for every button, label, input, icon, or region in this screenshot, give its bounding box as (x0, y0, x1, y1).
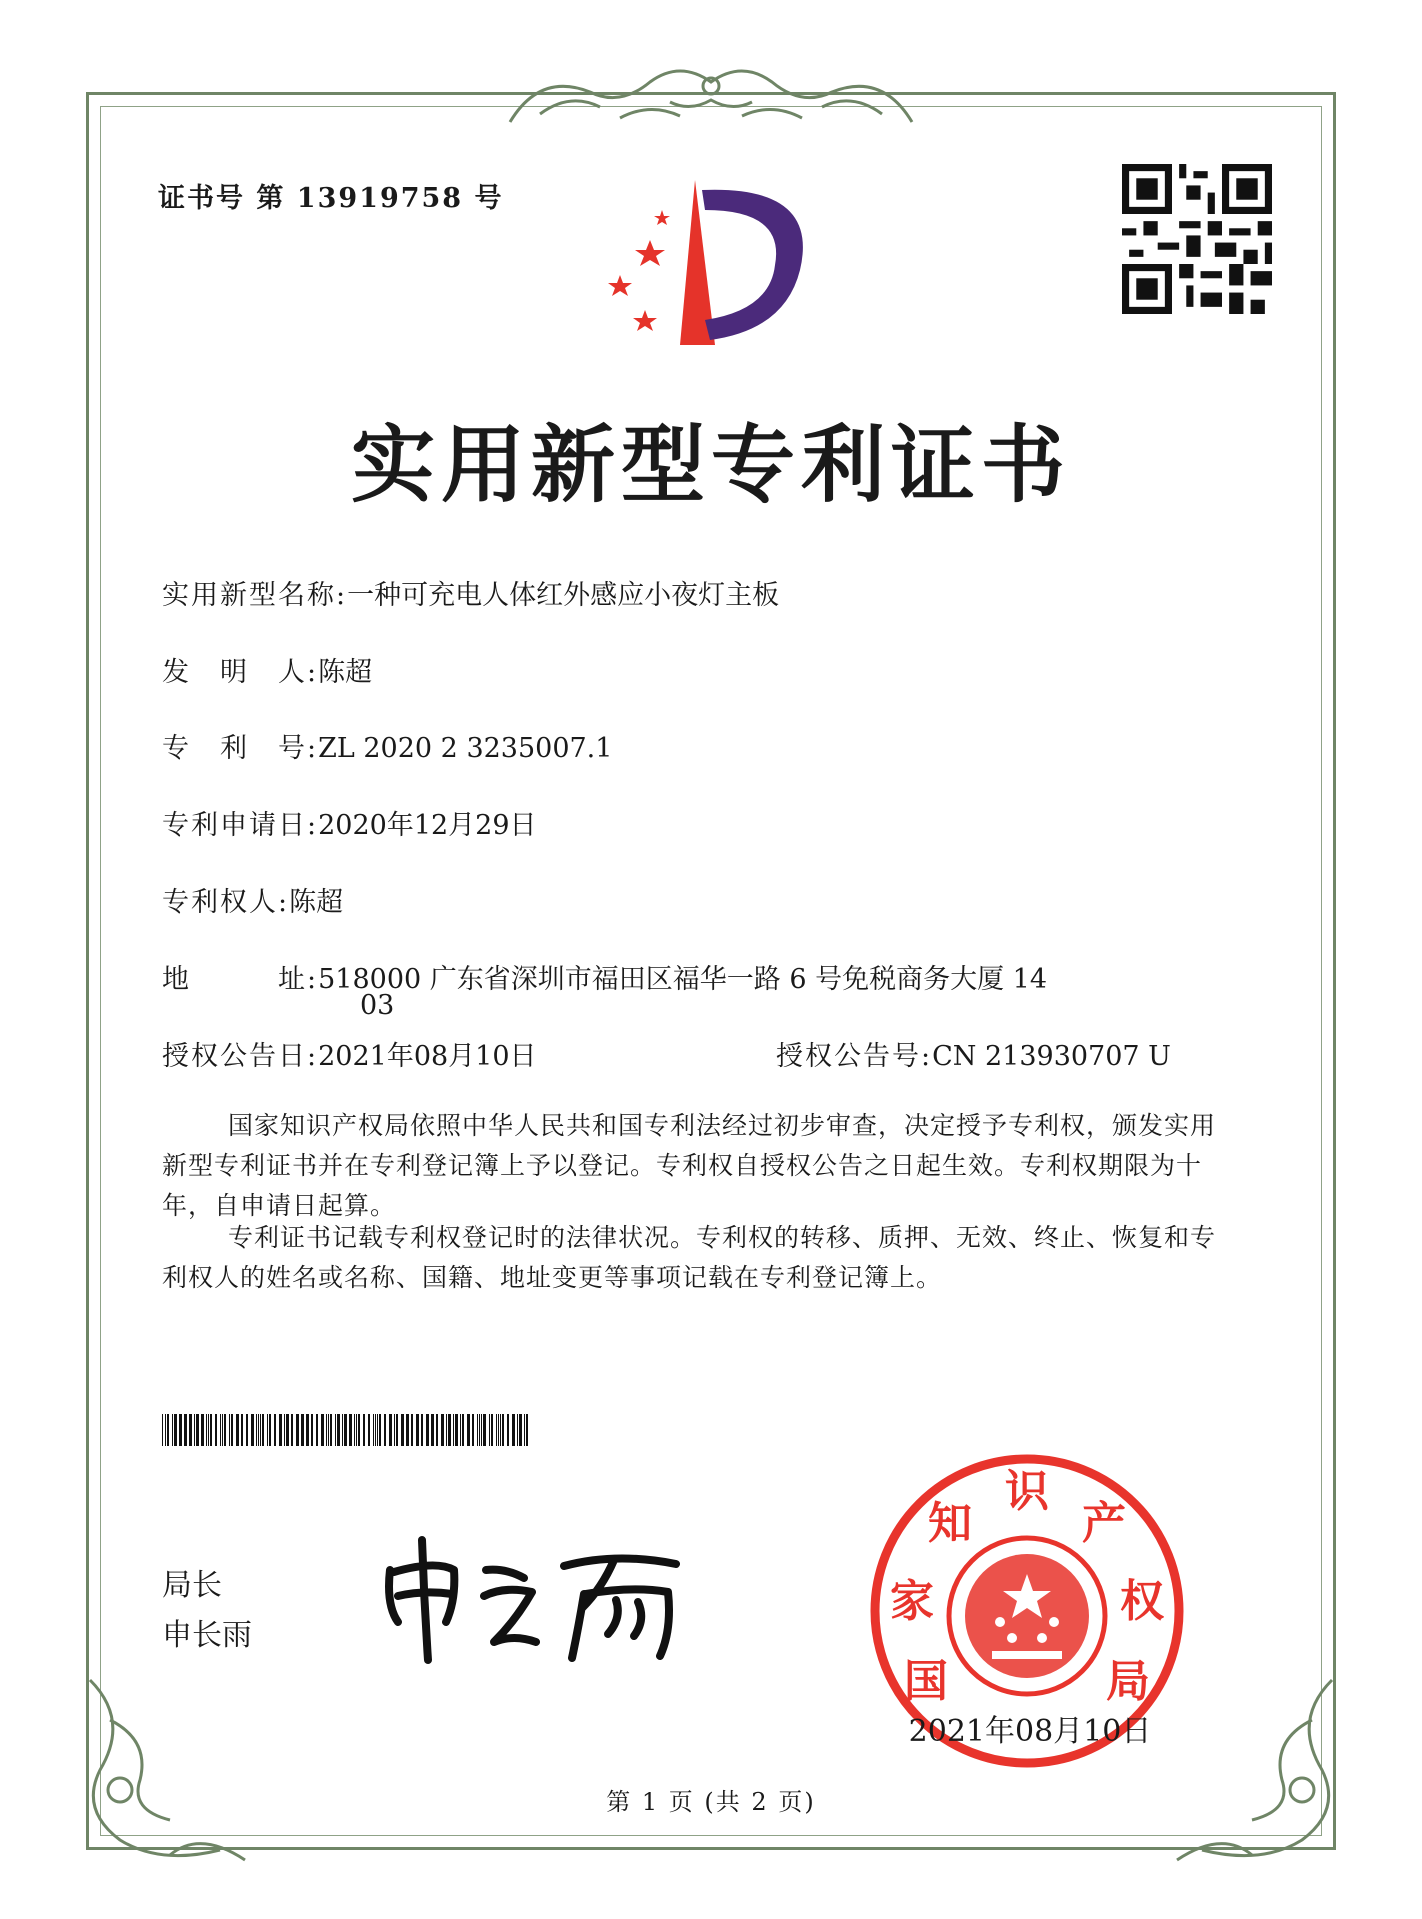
handwritten-signature-icon (376, 1530, 696, 1670)
signer-name: 申长雨 (162, 1618, 252, 1653)
certificate-number (158, 176, 504, 215)
field-value: CN 213930707 U (932, 1041, 1171, 1072)
certificate-title: 实用新型专利证书 (350, 415, 1071, 514)
seal-date: 2021年08月10日 (908, 1714, 1152, 1749)
field-grant-date (162, 1034, 537, 1073)
field-value: 一种可充电人体红外感应小夜灯主板 (347, 580, 780, 611)
paragraph-line: 年，自申请日起算。 (162, 1191, 397, 1220)
field-value: 2021年08月10日 (318, 1041, 537, 1072)
bottom-left-ornament-icon (70, 1660, 270, 1880)
top-ornament-icon (500, 52, 922, 132)
field-label: 授权公告号: (776, 1041, 933, 1072)
svg-text:产: 产 (1082, 1498, 1126, 1549)
paragraph-line: 国家知识产权局依照中华人民共和国专利法经过初步审查，决定授予专利权，颁发实用 (228, 1111, 1217, 1140)
svg-text:家: 家 (890, 1576, 934, 1627)
barcode-icon (162, 1414, 532, 1446)
svg-text:识: 识 (1005, 1466, 1049, 1517)
field-label: 实用新型名称: (162, 580, 348, 611)
certificate-number-value: 第 13919758 号 (256, 183, 504, 214)
field-inventor (162, 650, 372, 689)
qr-code-icon (1122, 164, 1272, 314)
cnipa-logo-icon (590, 170, 820, 360)
field-label: 发 明 人: (162, 657, 319, 688)
field-value: 518000 广东省深圳市福田区福华一路 6 号免税商务大厦 14 (318, 964, 1048, 995)
field-value: 陈超 (318, 657, 373, 688)
svg-text:国: 国 (904, 1656, 948, 1707)
field-patentee (162, 880, 343, 919)
field-application-date (162, 803, 537, 842)
page-indicator: 第 1 页 (共 2 页) (606, 1788, 816, 1816)
field-label: 授权公告日: (162, 1041, 319, 1072)
field-label: 地 址: (162, 964, 319, 995)
svg-text:局: 局 (1106, 1656, 1150, 1707)
paragraph-line: 专利证书记载专利权登记时的法律状况。专利权的转移、质押、无效、终止、恢复和专 (228, 1223, 1217, 1252)
field-label: 专 利 号: (162, 733, 319, 764)
certificate-number-label: 证书号 (158, 183, 245, 214)
field-address-continued (360, 990, 394, 1021)
field-label: 专利申请日: (162, 810, 319, 841)
field-label: 专利权人: (162, 887, 290, 918)
field-value: 陈超 (289, 887, 344, 918)
field-patent-number (162, 726, 612, 765)
body-paragraph-2 (162, 1218, 1272, 1298)
paragraph-line: 新型专利证书并在专利登记簿上予以登记。专利权自授权公告之日起生效。专利权期限为十 (162, 1151, 1203, 1180)
svg-text:知: 知 (928, 1498, 972, 1549)
field-value: ZL 2020 2 3235007.1 (318, 733, 613, 764)
field-grant-number (776, 1034, 1171, 1073)
field-value: 03 (360, 990, 395, 1021)
body-paragraph-1 (162, 1106, 1272, 1226)
field-utility-model-name (162, 573, 779, 612)
signer-title: 局长 (162, 1568, 222, 1603)
svg-text:权: 权 (1120, 1576, 1164, 1627)
paragraph-line: 利权人的姓名或名称、国籍、地址变更等事项记载在专利登记簿上。 (162, 1263, 943, 1292)
field-value: 2020年12月29日 (318, 810, 537, 841)
field-address (162, 957, 1047, 996)
